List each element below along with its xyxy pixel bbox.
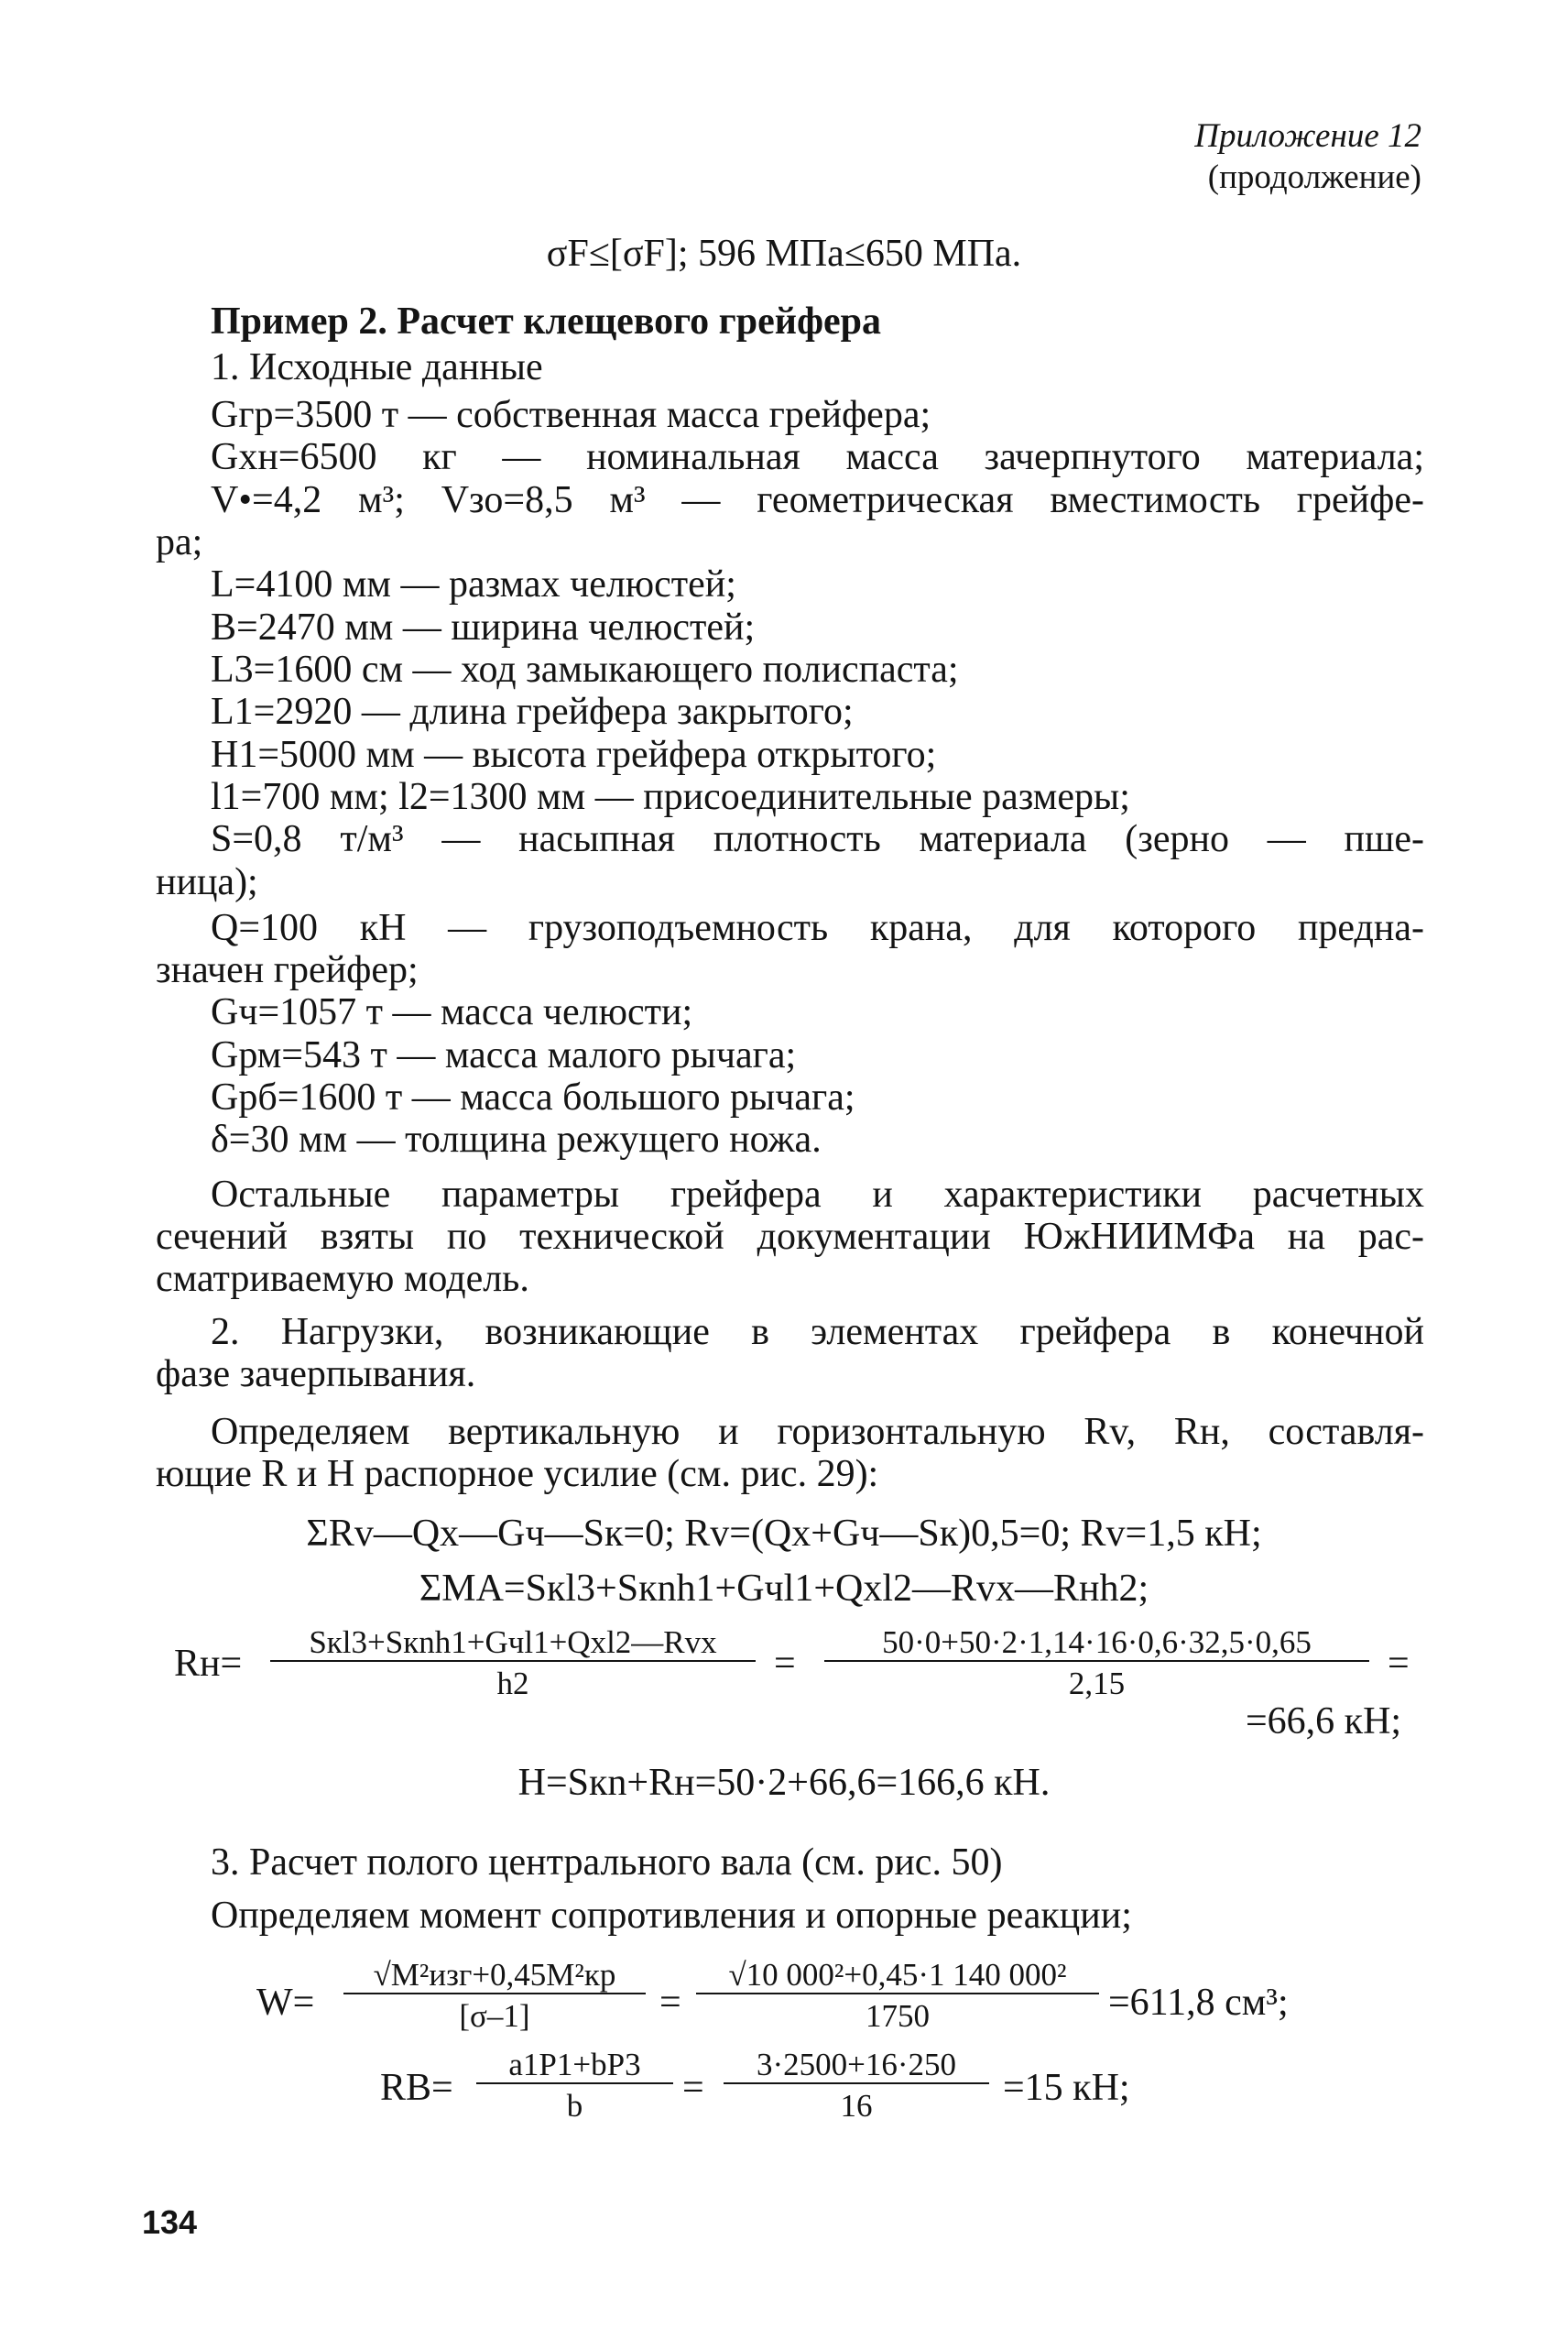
param-line: ница);: [156, 861, 258, 903]
page-number: 134: [142, 2203, 198, 2241]
rh-denominator-symbolic: h2: [496, 1666, 529, 1701]
example-heading: Пример 2. Расчет клещевого грейфера: [211, 300, 882, 343]
param-line: L=4100 мм — размах челюстей;: [211, 563, 736, 606]
equals-sign: =: [1388, 1643, 1410, 1685]
param-line: S=0,8 т/м³ — насыпная плотность материала (зерно — пше-: [211, 818, 1424, 860]
w-numerator-numeric: √10 000²+0,45·1 140 000²: [696, 1959, 1099, 1994]
param-line: Q=100 кН — грузоподъемность крана, для которого предна-: [211, 907, 1424, 949]
section-2-title-cont: фазе зачерпывания.: [156, 1353, 476, 1395]
h-force-equation: H=Sкn+Rн=50·2+66,6=166,6 кН.: [517, 1762, 1051, 1804]
rh-numerator-symbolic: Sкl3+Sкnh1+Gчl1+Qxl2—Rvx: [270, 1626, 756, 1662]
rb-result: =15 кН;: [1003, 2067, 1130, 2109]
param-line: Gхн=6500 кг — номинальная масса зачерпнутого материала;: [211, 436, 1424, 478]
appendix-label: Приложение 12: [1194, 117, 1421, 155]
param-line: Gрм=543 т — масса малого рычага;: [211, 1034, 797, 1076]
equilibrium-equation: ΣRv—Qx—Gч—Sк=0; Rv=(Qx+Gч—Sк)0,5=0; Rv=1,5 кН;: [306, 1513, 1262, 1555]
equals-sign: =: [659, 1982, 681, 2024]
section-2-title: 2. Нагрузки, возникающие в элементах грейфера в конечной: [211, 1311, 1424, 1353]
rb-lhs: RB=: [380, 2067, 453, 2109]
rh-result: =66,6 кН;: [1246, 1700, 1402, 1743]
equals-sign: =: [682, 2067, 704, 2109]
rb-numerator-symbolic: a1P1+bP3: [476, 2048, 673, 2084]
section-2-intro: Определяем вертикальную и горизонтальную Rv, Rн, составля-: [211, 1411, 1424, 1453]
appendix-note: [1194, 119, 1421, 194]
param-line: Gч=1057 т — масса челюсти;: [211, 991, 693, 1033]
paragraph-line: сматриваемую модель.: [156, 1258, 529, 1300]
rh-fraction-numeric: [824, 1626, 1369, 1699]
rh-lhs: Rн=: [174, 1643, 243, 1685]
rb-fraction-numeric: [724, 2048, 989, 2122]
rb-numerator-numeric: 3·2500+16·250: [724, 2048, 989, 2084]
paragraph-line: Остальные параметры грейфера и характеристики расчетных: [211, 1174, 1424, 1216]
param-line: l1=700 мм; l2=1300 мм — присоединительные размеры;: [211, 776, 1130, 818]
appendix-continuation: (продолжение): [1207, 158, 1421, 196]
param-line: ра;: [156, 521, 203, 563]
w-result: =611,8 см³;: [1108, 1982, 1289, 2024]
param-line: L3=1600 см — ход замыкающего полиспаста;: [211, 649, 959, 691]
section-1-title: 1. Исходные данные: [211, 346, 543, 388]
param-line: Gрб=1600 т — масса большого рычага;: [211, 1076, 855, 1119]
param-line: δ=30 мм — толщина режущего ножа.: [211, 1119, 822, 1161]
paragraph-line: сечений взяты по технической документации ЮжНИИМФа на рас-: [156, 1216, 1424, 1258]
moment-equation: ΣMA=Sкl3+Sкnh1+Gчl1+Qxl2—Rvx—Rнh2;: [419, 1568, 1149, 1610]
section-3-intro: Определяем момент сопротивления и опорные реакции;: [211, 1895, 1132, 1937]
param-line: B=2470 мм — ширина челюстей;: [211, 606, 756, 649]
w-numerator-symbolic: √M²изг+0,45M²кр: [343, 1959, 646, 1994]
rh-numerator-numeric: 50·0+50·2·1,14·16·0,6·32,5·0,65: [824, 1626, 1369, 1662]
rh-denominator-numeric: 2,15: [1068, 1666, 1126, 1701]
equals-sign: =: [774, 1643, 796, 1685]
param-line: H1=5000 мм — высота грейфера открытого;: [211, 734, 937, 776]
stress-check-inequality: σF≤[σF]; 596 МПа≤650 МПа.: [546, 233, 1022, 275]
section-2-intro-cont: ющие R и H распорное усилие (см. рис. 29):: [156, 1453, 879, 1495]
w-lhs: W=: [256, 1982, 315, 2024]
rb-fraction-symbolic: [476, 2048, 673, 2122]
param-line: значен грейфер;: [156, 949, 419, 991]
rb-denominator-numeric: 16: [840, 2088, 873, 2124]
w-fraction-numeric: [696, 1959, 1099, 2032]
param-line: Gгр=3500 т — собственная масса грейфера;: [211, 394, 931, 436]
w-denominator-symbolic: [σ–1]: [459, 1998, 530, 2034]
section-3-title: 3. Расчет полого центрального вала (см. рис. 50): [211, 1841, 1003, 1884]
param-line: V•=4,2 м³; Vзо=8,5 м³ — геометрическая вместимость грейфе-: [211, 479, 1424, 521]
rb-denominator-symbolic: b: [566, 2088, 583, 2124]
w-denominator-numeric: 1750: [866, 1998, 930, 2034]
w-fraction-symbolic: [343, 1959, 646, 2032]
rh-fraction-symbolic: [270, 1626, 756, 1699]
param-line: L1=2920 — длина грейфера закрытого;: [211, 691, 854, 733]
